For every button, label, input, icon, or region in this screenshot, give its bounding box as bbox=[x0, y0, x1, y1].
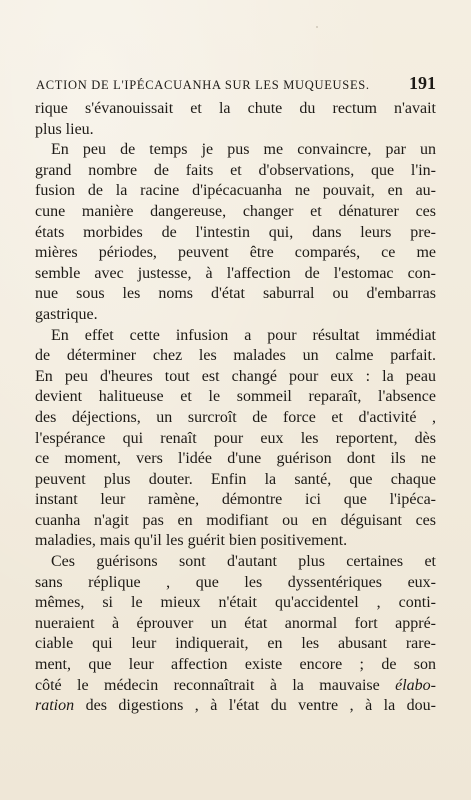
text-line: plus lieu. bbox=[35, 120, 94, 138]
text-line: mières périodes, peuvent être comparés, ce me bbox=[35, 244, 436, 262]
text-line: nueraient à éprouver un état anormal fort appré- bbox=[35, 614, 436, 632]
text-line: grand nombre de faits et d'observations, que l'in- bbox=[35, 161, 436, 179]
text-line: semble avec justesse, à l'affection de l'estomac con- bbox=[35, 264, 436, 282]
text-line: devient halitueuse et le sommeil reparaît, l'absence bbox=[35, 388, 436, 406]
text-line: cuanha n'agit pas en modifiant ou en déguisant ces bbox=[35, 511, 436, 529]
line-text: des digestions , à l'état du ventre , à la dou- bbox=[85, 697, 436, 715]
text-line: gastrique. bbox=[35, 305, 98, 323]
text-line: cune manière dangereuse, changer et dénaturer ces bbox=[35, 202, 436, 220]
text-line-with-italic bbox=[35, 696, 436, 717]
line-text: côté le médecin reconnaîtrait à la mauvaise bbox=[35, 676, 380, 694]
page-header bbox=[36, 74, 436, 98]
text-line: ment, que leur affection existe encore ; de son bbox=[35, 656, 436, 674]
text-line: nue sous les noms d'état saburral ou d'embarras bbox=[35, 285, 436, 303]
text-line: ciable qui leur indiquerait, en les abusant rare- bbox=[35, 635, 436, 653]
text-line: fusion de la racine d'ipécacuanha ne pouvait, en au- bbox=[35, 182, 436, 200]
paragraph-start-line: En peu de temps je pus me convaincre, par un bbox=[51, 141, 436, 159]
text-line: ce moment, vers l'idée d'une guérison dont ils ne bbox=[35, 450, 436, 468]
text-line: états morbides de l'intestin qui, dans leurs pre- bbox=[35, 223, 436, 241]
text-line: des déjections, un surcroît de force et d'activité , bbox=[35, 408, 436, 426]
text-line: maladies, mais qu'il les guérit bien positivement. bbox=[35, 532, 348, 550]
paragraph-start-line: En effet cette infusion a pour résultat immédiat bbox=[51, 326, 436, 344]
text-line: l'espérance qui renaît pour eux les reportent, dès bbox=[35, 429, 436, 447]
text-line: instant leur ramène, démontre ici que l'ipéca- bbox=[35, 491, 436, 509]
text-line: En peu d'heures tout est changé pour eux : la peau bbox=[35, 367, 436, 385]
text-line: rique s'évanouissait et la chute du rectum n'avait bbox=[35, 100, 436, 117]
text-line: sans réplique , que les dyssentériques eux- bbox=[35, 573, 436, 591]
body-text bbox=[35, 99, 436, 717]
text-line: de déterminer chez les malades un calme parfait. bbox=[35, 347, 436, 365]
italic-word: élabo- bbox=[395, 676, 436, 694]
italic-word: ration bbox=[35, 697, 75, 715]
paragraph-start-line: Ces guérisons sont d'autant plus certaines et bbox=[51, 553, 436, 571]
text-line-with-italic bbox=[35, 676, 436, 697]
text-line: mêmes, si le mieux n'était qu'accidentel , conti- bbox=[35, 594, 436, 612]
text-line: peuvent plus douter. Enfin la santé, que chaque bbox=[35, 470, 436, 488]
paper-speck bbox=[316, 26, 318, 28]
page-number: 191 bbox=[409, 73, 436, 93]
running-head: ACTION DE L'IPÉCACUANHA SUR LES MUQUEUSES. bbox=[36, 78, 370, 92]
